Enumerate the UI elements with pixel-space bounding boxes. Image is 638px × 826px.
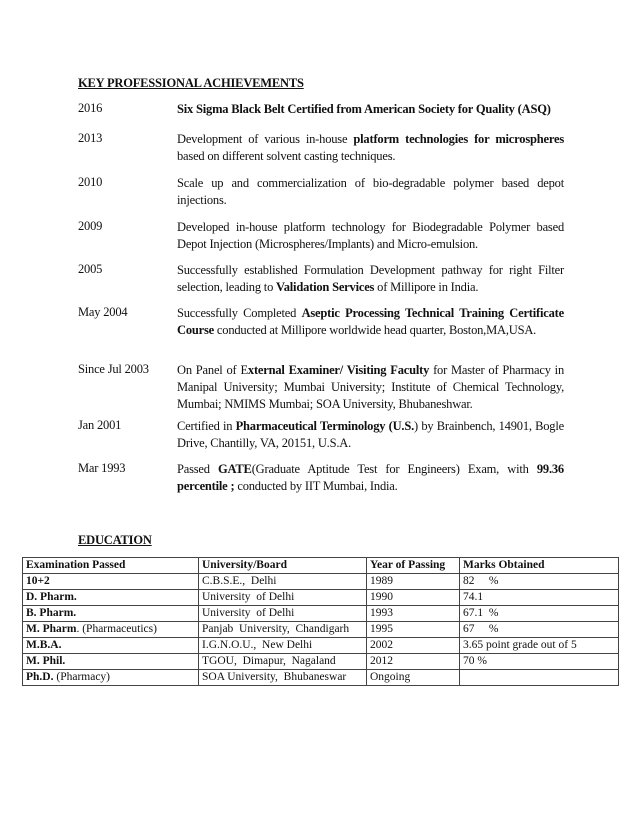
- achievement-highlight: Pharmaceutical Terminology (U.S.: [235, 419, 415, 433]
- achievement-text: (Graduate Aptitude Test for Engineers) Exam, with: [251, 462, 537, 476]
- exam-name: M.B.A.: [26, 639, 62, 651]
- board-cell: SOA University, Bhubaneswar: [199, 670, 367, 686]
- achievement-text: ) by Brainbench, 14901, Bogle Drive, Chantilly, VA, 20151, U.S.A.: [177, 419, 564, 450]
- year-cell: 1990: [367, 590, 460, 606]
- achievement-text: conducted at Millipore worldwide head quarter, Boston,MA,USA.: [214, 323, 537, 337]
- achievement-description: [177, 219, 564, 253]
- achievement-date: 2016: [78, 101, 103, 115]
- exam-cell: [23, 622, 199, 638]
- marks-cell: 67.1 %: [460, 606, 619, 622]
- year-cell: Ongoing: [367, 670, 460, 686]
- marks-cell: 3.65 point grade out of 5: [460, 638, 619, 654]
- exam-name: M. Phil.: [26, 655, 66, 667]
- achievement-text: based on different solvent casting techniques.: [177, 149, 396, 163]
- education-table: [22, 557, 619, 686]
- education-row: [23, 590, 619, 606]
- achievement-date: 2005: [78, 262, 103, 276]
- marks-cell: 82 %: [460, 574, 619, 590]
- achievement-text: for Master of Pharmacy in Manipal University; Mumbai University; Institute of Chemical Technology, Mumbai; NMIMS Mumbai; SOA University, Bhubaneshwar.: [177, 363, 564, 411]
- board-cell: Panjab University, Chandigarh: [199, 622, 367, 638]
- exam-specialization: (Pharmacy): [53, 671, 111, 683]
- exam-cell: [23, 590, 199, 606]
- column-header-year: Year of Passing: [367, 558, 460, 574]
- board-cell: C.B.S.E., Delhi: [199, 574, 367, 590]
- achievement-date: Since Jul 2003: [78, 362, 149, 376]
- exam-cell: [23, 638, 199, 654]
- exam-specialization: . (Pharmaceutics): [76, 623, 157, 635]
- achievement-description: [177, 305, 564, 339]
- achievement-text: Certified in: [177, 419, 236, 433]
- column-header-exam: Examination Passed: [23, 558, 199, 574]
- year-cell: 1995: [367, 622, 460, 638]
- achievement-highlight: GATE: [217, 462, 252, 476]
- achievement-date: Jan 2001: [78, 418, 122, 432]
- exam-name: B. Pharm.: [26, 607, 77, 619]
- achievement-highlight: Six Sigma Black Belt Certified from American Society for Quality (ASQ): [177, 102, 551, 116]
- achievements-heading: KEY PROFESSIONAL ACHIEVEMENTS: [78, 76, 304, 90]
- education-row: [23, 574, 619, 590]
- achievement-highlight: Validation Services: [276, 280, 375, 294]
- achievement-highlight: 99.36 percentile ;: [177, 462, 564, 493]
- achievement-date: 2013: [78, 131, 103, 145]
- achievement-description: [177, 101, 564, 118]
- achievement-description: [177, 175, 564, 209]
- education-heading: EDUCATION: [78, 533, 152, 547]
- education-header-row: [23, 558, 619, 574]
- achievement-date: May 2004: [78, 305, 128, 319]
- achievement-highlight: xternal Examiner/ Visiting Faculty: [247, 363, 430, 377]
- year-cell: 1993: [367, 606, 460, 622]
- achievement-date: Mar 1993: [78, 461, 126, 475]
- achievement-text: of Millipore in India.: [374, 280, 479, 294]
- column-header-board: University/Board: [199, 558, 367, 574]
- achievement-description: [177, 131, 564, 165]
- education-row: [23, 606, 619, 622]
- exam-name: Ph.D.: [26, 671, 54, 683]
- achievement-description: [177, 418, 564, 452]
- achievement-text: Passed: [177, 462, 218, 476]
- column-header-marks: Marks Obtained: [460, 558, 619, 574]
- achievement-text: Developed in-house platform technology for Biodegradable Polymer based Depot Injection (Microspheres/Implants) and Micro-emulsion.: [177, 220, 564, 251]
- education-row: [23, 638, 619, 654]
- achievement-description: [177, 262, 564, 296]
- board-cell: TGOU, Dimapur, Nagaland: [199, 654, 367, 670]
- board-cell: University of Delhi: [199, 590, 367, 606]
- marks-cell: [460, 670, 619, 686]
- education-row: [23, 654, 619, 670]
- achievement-text: Scale up and commercialization of bio-degradable polymer based depot injections.: [177, 176, 564, 207]
- board-cell: University of Delhi: [199, 606, 367, 622]
- achievement-text: On Panel of E: [177, 363, 248, 377]
- year-cell: 2012: [367, 654, 460, 670]
- achievement-highlight: platform technologies for microspheres: [353, 132, 564, 146]
- exam-name: M. Pharm: [26, 623, 77, 635]
- marks-cell: 67 %: [460, 622, 619, 638]
- achievement-description: [177, 362, 564, 413]
- achievement-date: 2009: [78, 219, 103, 233]
- exam-name: 10+2: [26, 575, 50, 587]
- exam-cell: [23, 606, 199, 622]
- achievement-highlight: Aseptic Processing Technical Training Certificate Course: [177, 306, 564, 337]
- achievement-description: [177, 461, 564, 495]
- marks-cell: 74.1: [460, 590, 619, 606]
- exam-cell: [23, 670, 199, 686]
- achievement-text: Successfully Completed: [177, 306, 302, 320]
- education-row: [23, 670, 619, 686]
- achievement-text: Development of various in-house: [177, 132, 354, 146]
- marks-cell: 70 %: [460, 654, 619, 670]
- year-cell: 2002: [367, 638, 460, 654]
- achievement-text: Successfully established Formulation Development pathway for right Filter selection, leading to: [177, 263, 564, 294]
- achievement-text: conducted by IIT Mumbai, India.: [234, 479, 398, 493]
- exam-cell: [23, 574, 199, 590]
- education-row: [23, 622, 619, 638]
- exam-name: D. Pharm.: [26, 591, 77, 603]
- board-cell: I.G.N.O.U., New Delhi: [199, 638, 367, 654]
- exam-cell: [23, 654, 199, 670]
- achievement-date: 2010: [78, 175, 103, 189]
- year-cell: 1989: [367, 574, 460, 590]
